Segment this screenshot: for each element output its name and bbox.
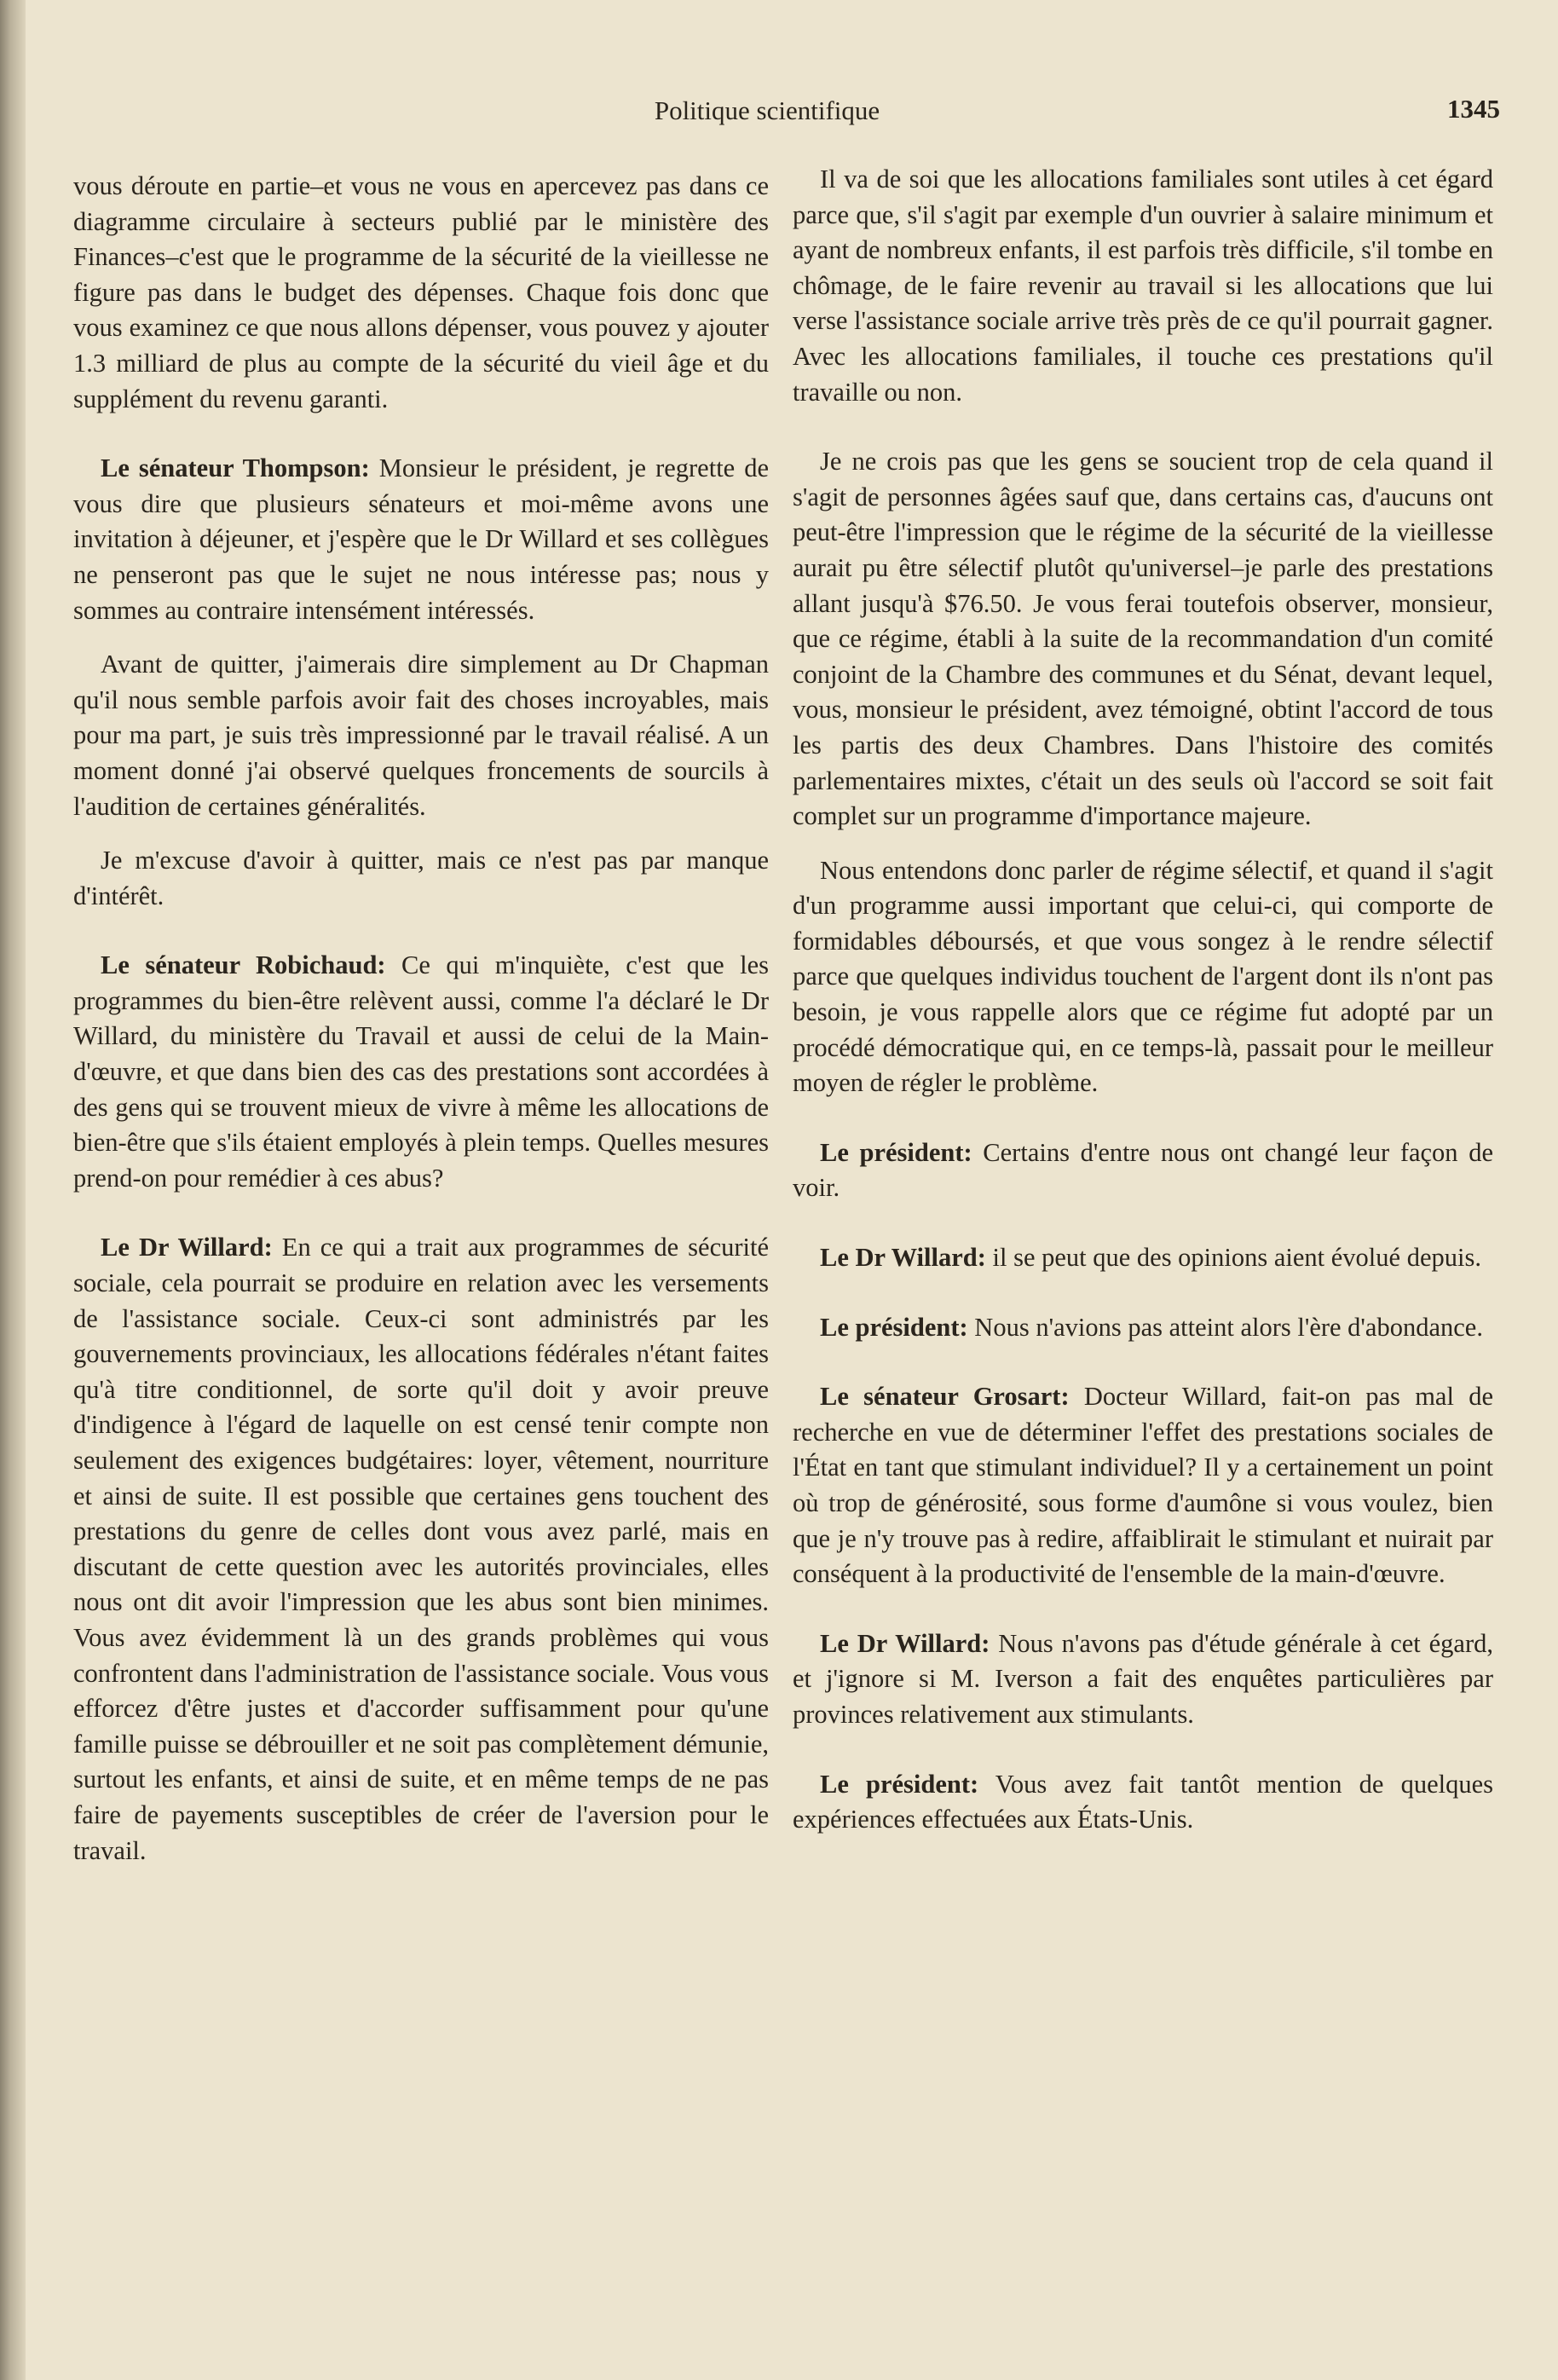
speaker-name: Le président: <box>820 1769 979 1799</box>
paragraph <box>793 162 1493 410</box>
paragraph-text: Vous avez fait tantôt mention de quelques expériences effectuées aux États-Unis. <box>793 1769 1493 1834</box>
paragraph-text: En ce qui a trait aux programmes de sécurité sociale, cela pourrait se produire en relation avec les versements de l'assistance sociale. Ceux-ci sont administrés par les gouvernements provinciaux, les allocations fédérales n'étant faites qu'à titre conditionnel, de sorte qu'il doit y avoir preuve d'indigence à l'égard de laquelle on est censé tenir compte non seulement des exigences budgétaires: loyer, vêtement, nourriture et ainsi de suite. Il est possible que certaines gens touchent des prestations du genre de celles dont vous avez parlé, mais en discutant de cette question avec les autorités provinciales, elles nous ont dit avoir l'impression que les abus sont bien minimes. Vous avez évidemment là un des grands problèmes qui vous confrontent dans l'administration de l'assistance sociale. Vous vous efforcez d'être justes et d'accorder suffisamment pour qu'une famille puisse se débrouiller et ne soit pas complètement démunie, surtout les enfants, et ainsi de suite, et en même temps de ne pas faire de payements susceptibles de créer de l'aversion pour le travail. <box>73 1233 769 1865</box>
running-header-title: Politique scientifique <box>654 95 880 125</box>
paragraph-text: Docteur Willard, fait-on pas mal de recherche en vue de déterminer l'effet des prestations sociales de l'État en tant que stimulant individuel? Il y a certainement un point où trop de générosité, sous forme d'aumône si vous voulez, bien que je n'y trouve pas à redire, affaiblirait le stimulant et nuirait par conséquent à la productivité de l'ensemble de la main-d'œuvre. <box>793 1382 1493 1589</box>
paragraph <box>73 948 769 1196</box>
speaker-name: Le président: <box>820 1312 968 1342</box>
paragraph-text: Avant de quitter, j'aimerais dire simplement au Dr Chapman qu'il nous semble parfois avoir fait des choses incroyables, mais pour ma part, je suis très impressionné par le travail réalisé. A un moment donné j'ai observé quelques froncements de sourcils à l'audition de certaines généralités. <box>73 650 769 821</box>
paragraph-text: Il va de soi que les allocations familiales sont utiles à cet égard parce que, s'il s'agit par exemple d'un ouvrier à salaire minimum et ayant de nombreux enfants, il est parfois très difficile, s'il tombe en chômage, de le faire revenir au travail si les allocations que lui verse l'assistance sociale arrive très près de ce qu'il pourrait gagner. Avec les allocations familiales, il touche ces prestations qu'il travaille ou non. <box>793 165 1493 407</box>
paragraph <box>793 1626 1493 1733</box>
paragraph-text: Ce qui m'inquiète, c'est que les programmes du bien-être relèvent aussi, comme l'a déclaré le Dr Willard, du ministère du Travail et aussi de celui de la Main-d'œuvre, et que dans bien des cas des prestations sont accordées à des gens qui se trouvent mieux de vivre à même les allocations de bien-être que s'ils étaient employés à plein temps. Quelles mesures prend-on pour remédier à ces abus? <box>73 950 769 1193</box>
paragraph-text: Monsieur le président, je regrette de vous dire que plusieurs sénateurs et moi-même avons une invitation à déjeuner, et j'espère que le Dr Willard et ses collègues ne penseront pas que le sujet ne nous intéresse pas; nous y sommes au contraire intensément intéressés. <box>73 453 769 625</box>
paragraph-text: vous déroute en partie–et vous ne vous en apercevez pas dans ce diagramme circulaire à secteurs publié par le ministère des Finances–c'est que le programme de la sécurité de la vieillesse ne figure pas dans le budget des dépenses. Chaque fois donc que vous examinez ce que nous allons dépenser, vous pouvez y ajouter 1.3 milliard de plus au compte de la sécurité du vieil âge et du supplément du revenu garanti. <box>73 171 769 413</box>
paragraph <box>73 169 769 417</box>
speaker-name: Le président: <box>820 1137 972 1167</box>
page-binding-edge <box>0 0 26 2380</box>
paragraph-text: Nous entendons donc parler de régime sélectif, et quand il s'agit d'un programme aussi important que celui-ci, qui comporte de formidables déboursés, et que vous songez à le rendre sélectif parce que quelques individus touchent de l'argent dont ils n'ont pas besoin, je vous rappelle alors que ce régime fut adopté par un procédé démocratique qui, en ce temps-là, passait pour le meilleur moyen de régler le problème. <box>793 855 1493 1098</box>
paragraph <box>793 853 1493 1101</box>
speaker-name: Le Dr Willard: <box>101 1233 273 1262</box>
speaker-name: Le sénateur Thompson: <box>101 453 370 483</box>
page-number: 1345 <box>1447 94 1500 124</box>
left-column <box>73 169 769 1869</box>
speaker-name: Le Dr Willard: <box>820 1243 986 1273</box>
paragraph <box>793 444 1493 835</box>
speaker-name: Le sénateur Robichaud: <box>101 950 386 980</box>
right-column <box>793 162 1493 1838</box>
speaker-name: Le Dr Willard: <box>820 1628 990 1658</box>
paragraph <box>73 451 769 628</box>
paragraph <box>793 1379 1493 1592</box>
paragraph <box>793 1767 1493 1838</box>
paragraph-text: Je ne crois pas que les gens se soucient trop de cela quand il s'agit de personnes âgées sauf que, dans certains cas, d'aucuns ont peut-être l'impression que le régime de la sécurité de la vieillesse aurait pu être sélectif plutôt qu'universel–je parle des prestations allant jusqu'à $76.50. Je vous ferai toutefois observer, monsieur, que ce régime, établi à la suite de la recommandation d'un comité conjoint de la Chambre des communes et du Sénat, devant lequel, vous, monsieur le président, avez témoigné, obtint l'accord de tous les partis des deux Chambres. Dans l'histoire des comités parlementaires mixtes, c'était un des seuls où l'accord se soit fait complet sur un programme d'importance majeure. <box>793 447 1493 831</box>
paragraph <box>73 1230 769 1869</box>
paragraph-text: Je m'excuse d'avoir à quitter, mais ce n'est pas par manque d'intérêt. <box>73 846 769 910</box>
paragraph <box>793 1135 1493 1206</box>
paragraph <box>793 1310 1493 1346</box>
paragraph-text: Nous n'avons pas d'étude générale à cet égard, et j'ignore si M. Iverson a fait des enquêtes particulières par provinces relativement aux stimulants. <box>793 1628 1493 1729</box>
paragraph-text: il se peut que des opinions aient évolué depuis. <box>985 1243 1481 1273</box>
paragraph <box>73 647 769 824</box>
paragraph <box>793 1240 1493 1276</box>
paragraph-text: Certains d'entre nous ont changé leur façon de voir. <box>793 1137 1493 1203</box>
paragraph-text: Nous n'avions pas atteint alors l'ère d'abondance. <box>967 1312 1483 1342</box>
speaker-name: Le sénateur Grosart: <box>820 1382 1070 1412</box>
paragraph <box>73 843 769 914</box>
